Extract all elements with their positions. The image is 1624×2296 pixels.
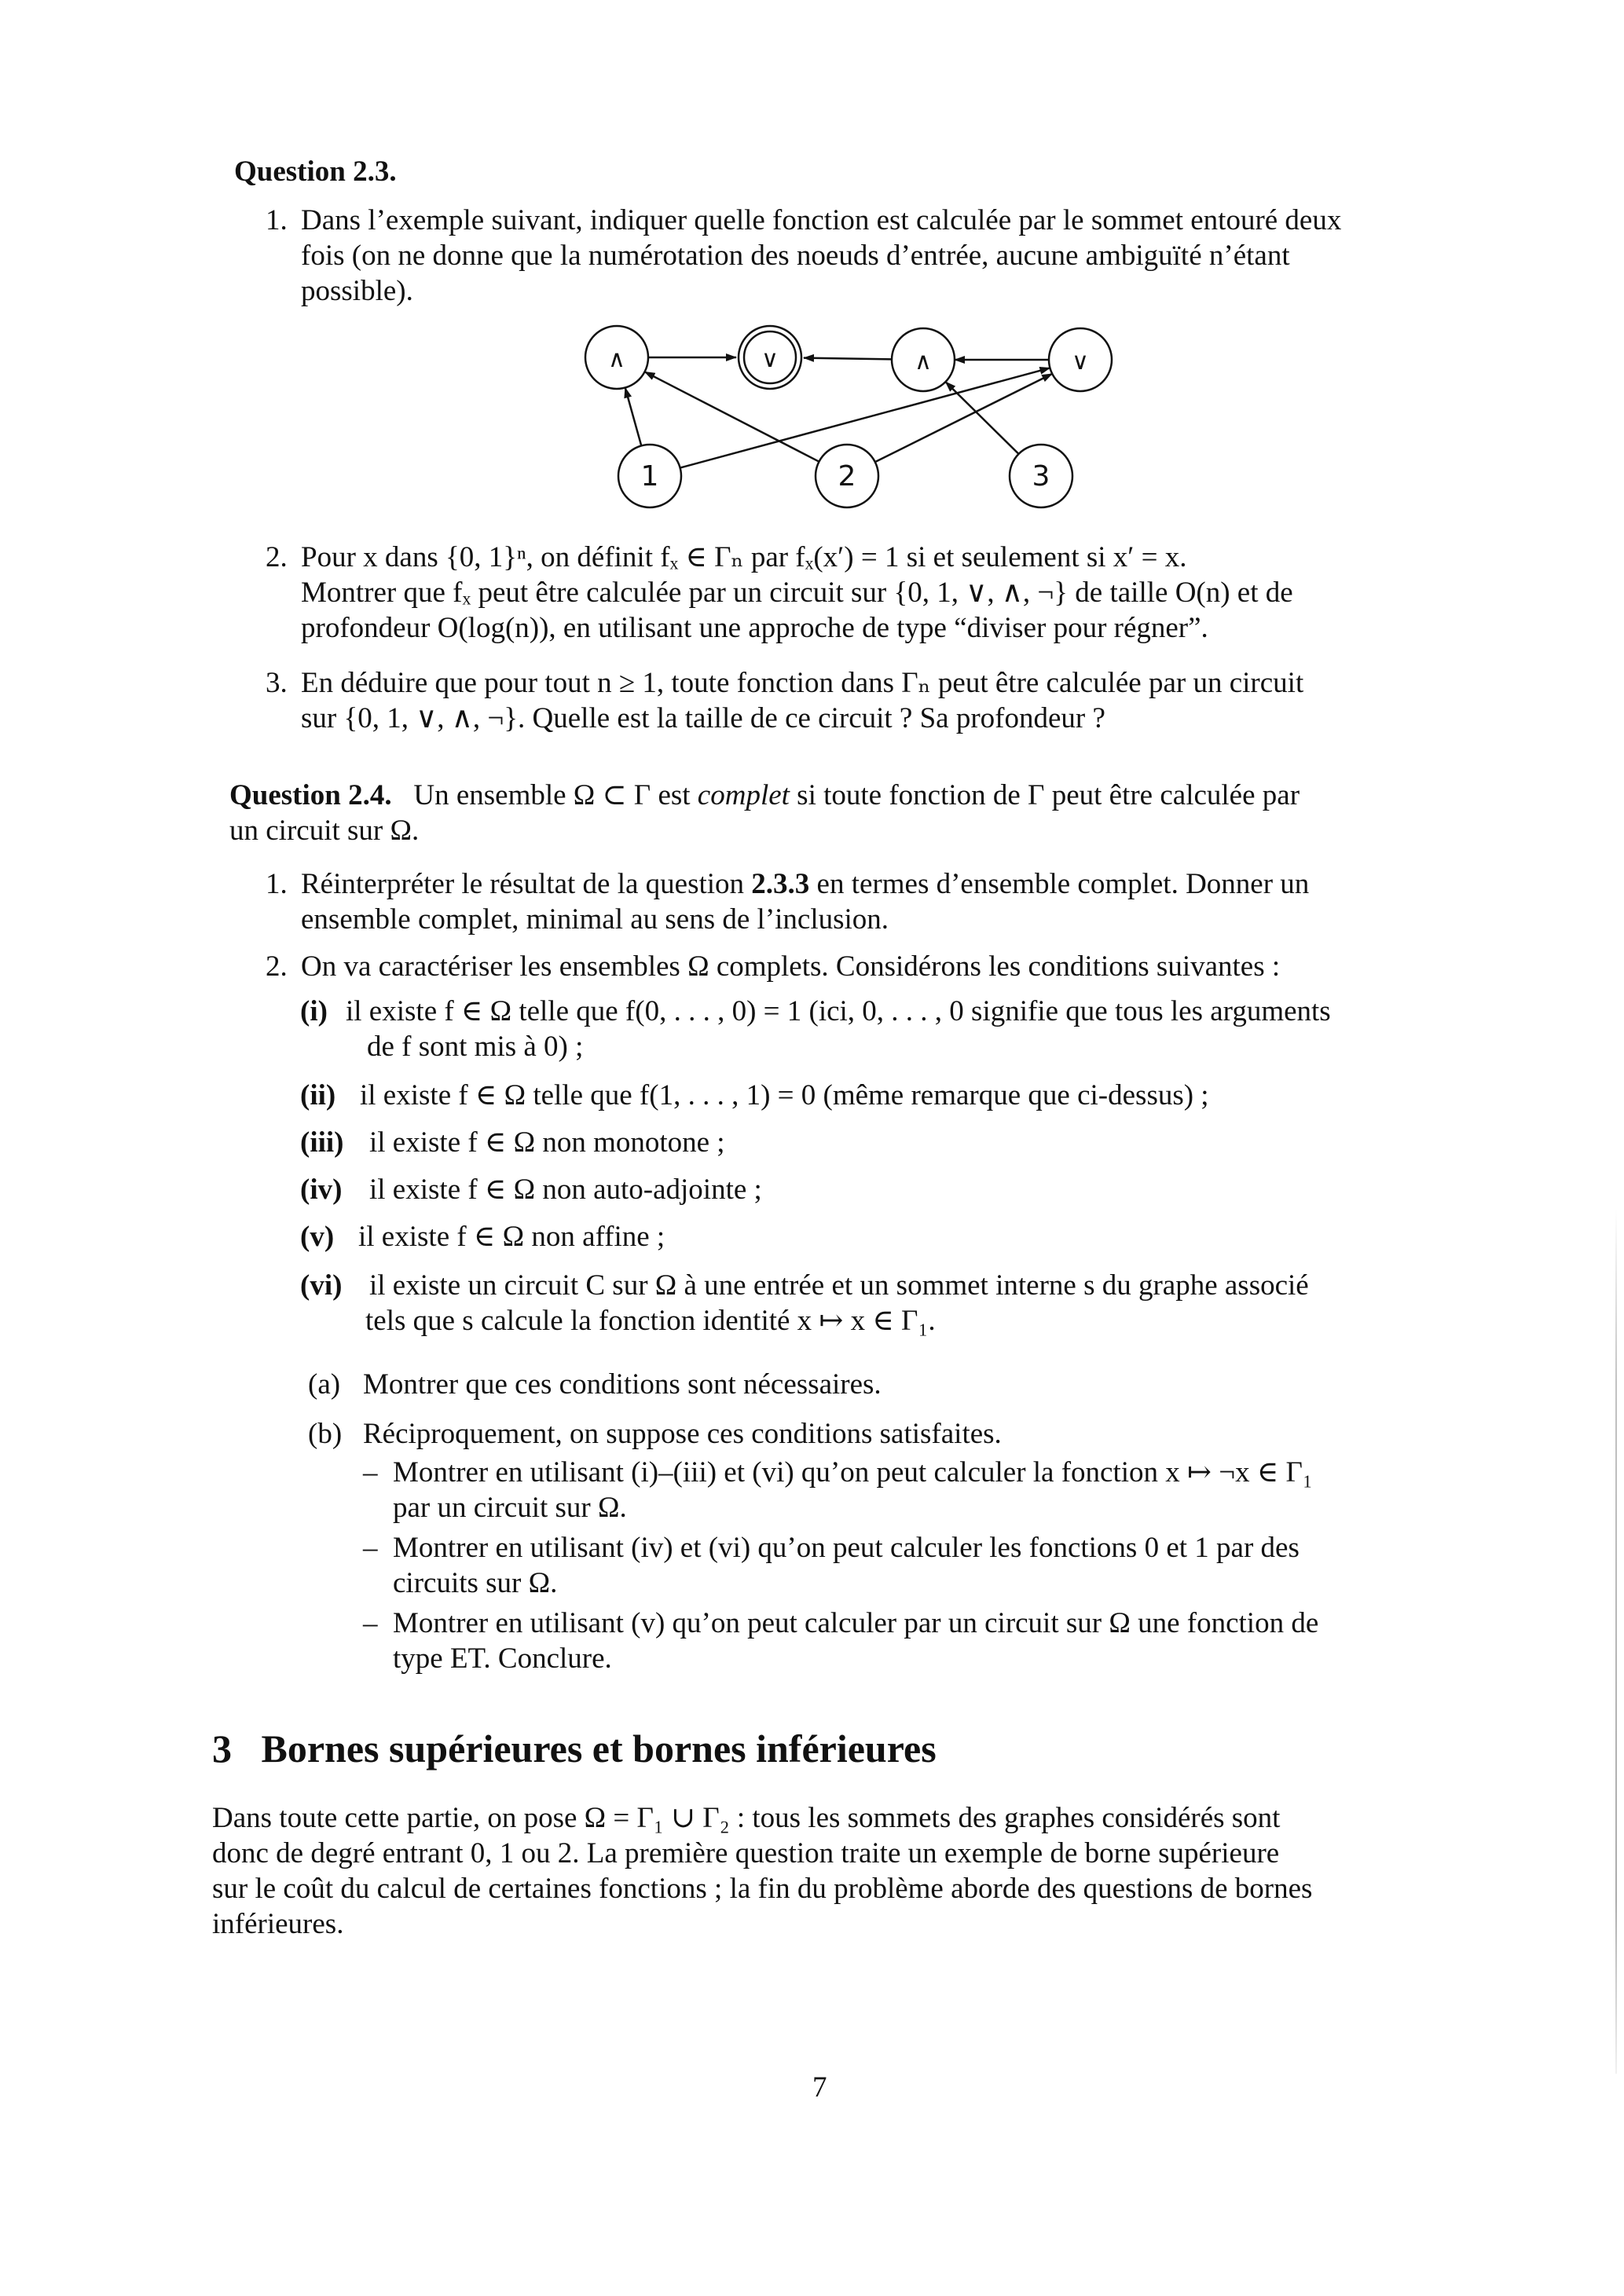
q24-intro-emphasis: complet (697, 779, 790, 811)
section-3-number: 3 (212, 1727, 232, 1771)
node-label: ∨ (1072, 348, 1089, 375)
condition-iv-line1: il existe f ∈ Ω non auto-adjointe ; (369, 1174, 762, 1206)
node-in2 (816, 445, 878, 507)
q24-intro-pre: Un ensemble Ω ⊂ Γ est (413, 779, 698, 811)
condition-ii-line1: il existe f ∈ Ω telle que f(1, . . . , 1) = 0 (même remarque que ci-dessus) ; (360, 1079, 1209, 1111)
bullet-2-dash: – (363, 1532, 378, 1564)
page-number: 7 (812, 2071, 827, 2104)
diagram-nodes (585, 326, 1112, 507)
q23-item2-line1: Pour x dans {0, 1}ⁿ, on définit fₓ ∈ Γₙ par fₓ(x′) = 1 si et seulement si x′ = x. (301, 541, 1187, 573)
scan-artifact-line (1615, 1210, 1617, 2074)
condition-iv-label: (iv) (300, 1174, 343, 1206)
node-label: ∧ (915, 348, 932, 375)
q23-item2-line2: Montrer que fₓ peut être calculée par un circuit sur {0, 1, ∨, ∧, ¬} de taille O(n) et de (301, 577, 1293, 609)
q23-item3-number: 3. (266, 667, 288, 699)
q23-item1-line1: Dans l’exemple suivant, indiquer quelle fonction est calculée par le sommet entouré deux (301, 204, 1342, 236)
q23-item3-line2: sur {0, 1, ∨, ∧, ¬}. Quelle est la taille de ce circuit ? Sa profondeur ? (301, 702, 1105, 734)
section-3-paragraph-line4: inférieures. (212, 1908, 344, 1940)
part-b-text: Réciproquement, on suppose ces conditions satisfaites. (363, 1418, 1002, 1450)
q24-item1-line1 (301, 866, 1309, 902)
bullet-2-line1: Montrer en utilisant (iv) et (vi) qu’on peut calculer les fonctions 0 et 1 par des (393, 1532, 1300, 1564)
node-in3 (1010, 445, 1072, 507)
node-label: ∨ (761, 346, 779, 373)
condition-vi-line2: tels que s calcule la fonction identité x ↦ x ∈ Γ₁. (365, 1305, 936, 1337)
part-a-label: (a) (308, 1368, 341, 1401)
condition-v-label: (v) (300, 1221, 335, 1253)
q24-item1-bold-ref: 2.3.3 (751, 868, 810, 900)
q24-item2-number: 2. (266, 950, 288, 983)
edge-in1-to-and1 (625, 388, 642, 446)
q23-item1-line2: fois (on ne donne que la numérotation des noeuds d’entrée, aucune ambiguïté n’étant (301, 240, 1290, 272)
q24-item1-post: en termes d’ensemble complet. Donner un (809, 868, 1310, 900)
condition-i-line2: de f sont mis à 0) ; (367, 1031, 584, 1063)
q23-item2-line3: profondeur O(log(n)), en utilisant une approche de type “diviser pour régner”. (301, 612, 1208, 644)
condition-i-line1: il existe f ∈ Ω telle que f(0, . . . , 0) = 1 (ici, 0, . . . , 0 signifie que tous les arguments (346, 995, 1331, 1027)
bullet-1-line2: par un circuit sur Ω. (393, 1492, 627, 1524)
edge-in3-to-and2 (945, 382, 1018, 454)
q24-item2-line1: On va caractériser les ensembles Ω complets. Considérons les conditions suivantes : (301, 950, 1281, 983)
q23-item1-line3: possible). (301, 275, 413, 307)
q23-item2-number: 2. (266, 541, 288, 573)
q24-intro-post: si toute fonction de Γ peut être calculée par (789, 779, 1300, 811)
condition-v-line1: il existe f ∈ Ω non affine ; (358, 1221, 665, 1253)
question-2-4-title: Question 2.4. (229, 779, 392, 811)
node-and2 (892, 328, 955, 391)
q24-item1-pre: Réinterpréter le résultat de la question (301, 868, 752, 900)
node-label: 2 (838, 460, 856, 493)
circuit-diagram (0, 0, 1624, 550)
section-3-heading (212, 1725, 937, 1772)
condition-iii-label: (iii) (300, 1126, 344, 1159)
edge-and2-to-or_target (804, 358, 892, 360)
condition-i-label: (i) (300, 995, 328, 1027)
condition-vi-label: (vi) (300, 1269, 343, 1302)
node-label: 1 (640, 460, 659, 493)
bullet-1-line1: Montrer en utilisant (i)–(iii) et (vi) qu’on peut calculer la fonction x ↦ ¬x ∈ Γ₁ (393, 1456, 1313, 1489)
node-label: 3 (1032, 460, 1050, 493)
bullet-2-line2: circuits sur Ω. (393, 1567, 558, 1599)
section-3-title: Bornes supérieures et bornes inférieures (261, 1727, 937, 1771)
q23-item3-line1: En déduire que pour tout n ≥ 1, toute fonction dans Γₙ peut être calculée par un circuit (301, 667, 1304, 699)
bullet-3-dash: – (363, 1607, 378, 1639)
question-2-3-title: Question 2.3. (234, 156, 397, 188)
node-or2 (1049, 328, 1112, 391)
node-or_target (739, 326, 801, 389)
bullet-1-dash: – (363, 1456, 378, 1489)
condition-iii-line1: il existe f ∈ Ω non monotone ; (369, 1126, 725, 1159)
q24-item1-line2: ensemble complet, minimal au sens de l’inclusion. (301, 903, 889, 936)
part-b-label: (b) (308, 1418, 343, 1450)
section-3-paragraph-line3: sur le coût du calcul de certaines fonctions ; la fin du problème aborde des questions de bornes (212, 1873, 1313, 1905)
node-in1 (618, 445, 681, 507)
edge-in2-to-and1 (645, 372, 819, 461)
section-3-paragraph-line1: Dans toute cette partie, on pose Ω = Γ₁ ∪ Γ₂ : tous les sommets des graphes considérés sont (212, 1802, 1281, 1834)
bullet-3-line1: Montrer en utilisant (v) qu’on peut calculer par un circuit sur Ω une fonction de (393, 1607, 1319, 1639)
question-2-4-intro-line1 (229, 778, 1300, 813)
condition-vi-line1: il existe un circuit C sur Ω à une entrée et un sommet interne s du graphe associé (369, 1269, 1309, 1302)
bullet-3-line2: type ET. Conclure. (393, 1642, 612, 1675)
q24-item1-number: 1. (266, 868, 288, 900)
section-3-paragraph-line2: donc de degré entrant 0, 1 ou 2. La première question traite un exemple de borne supérieure (212, 1837, 1280, 1869)
question-2-4-intro-line2: un circuit sur Ω. (229, 815, 420, 847)
node-label: ∧ (608, 346, 625, 373)
q23-item1-number: 1. (266, 204, 288, 236)
part-a-text: Montrer que ces conditions sont nécessaires. (363, 1368, 882, 1401)
node-and1 (585, 326, 648, 389)
condition-ii-label: (ii) (300, 1079, 336, 1111)
